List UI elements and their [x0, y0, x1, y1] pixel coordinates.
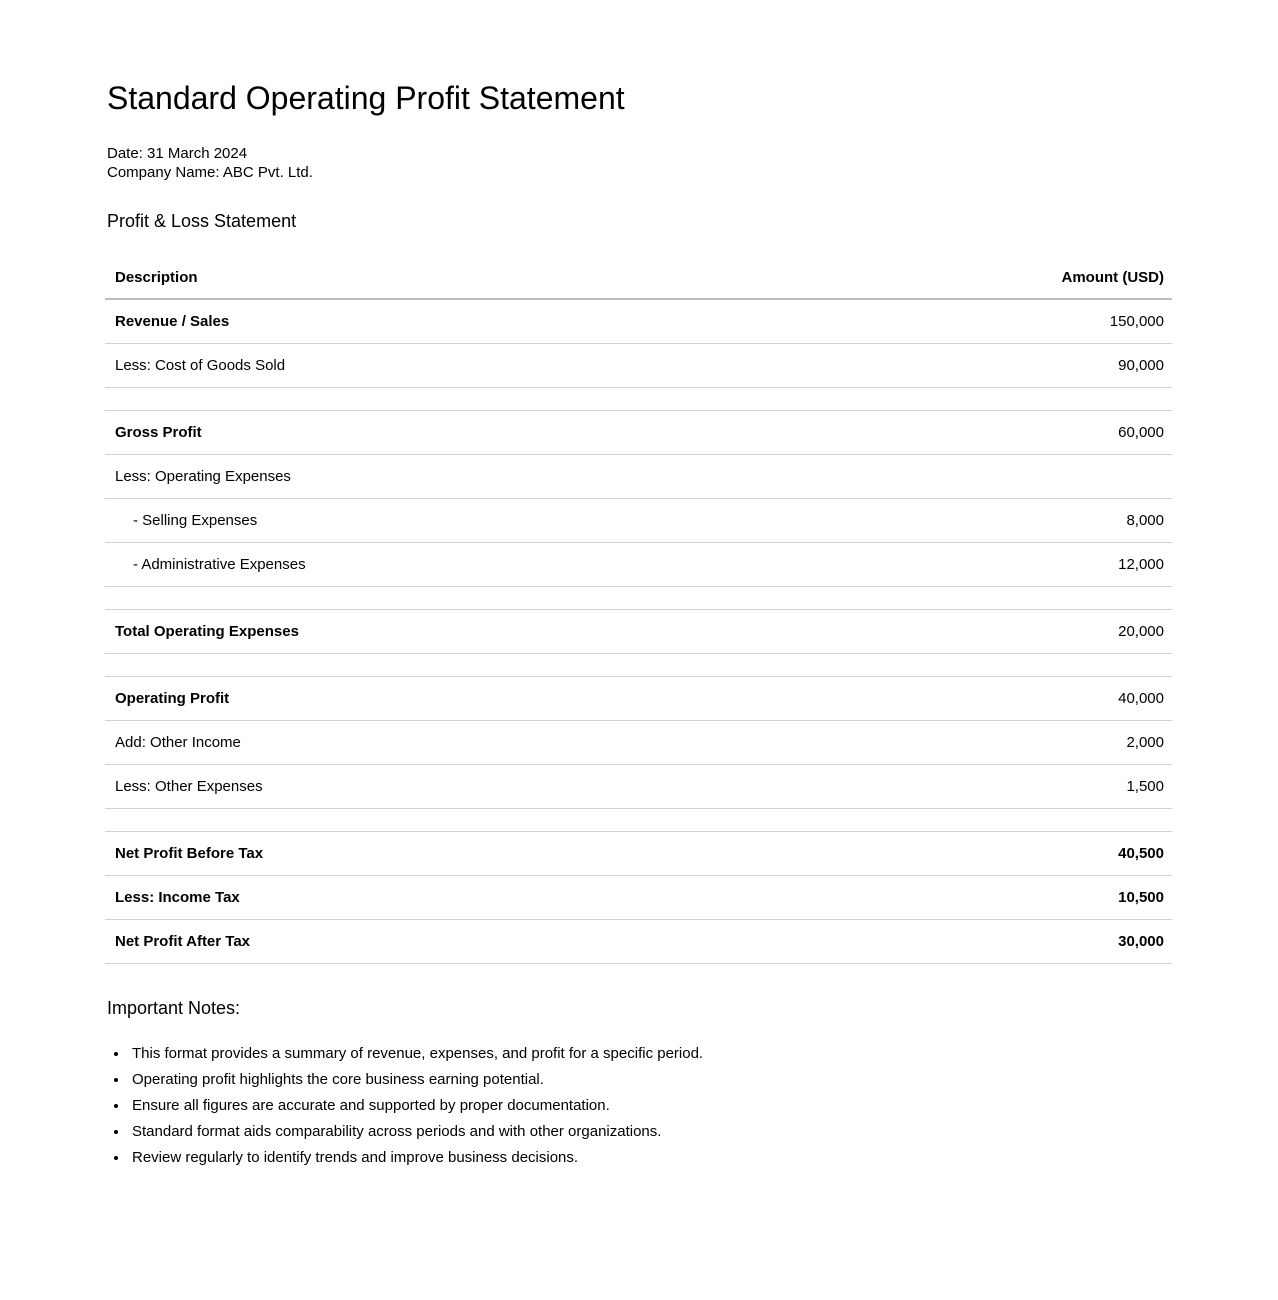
column-header-amount: Amount (USD) — [781, 257, 1172, 299]
row-amount: 1,500 — [781, 765, 1172, 809]
note-item: • Review regularly to identify trends and improve business decisions. — [129, 1145, 1172, 1171]
table-row — [105, 654, 1172, 677]
table-row — [105, 344, 1172, 388]
note-item: • Standard format aids comparability across periods and with other organizations. — [129, 1119, 1172, 1145]
row-description: Net Profit Before Tax — [105, 832, 781, 876]
table-row — [105, 543, 1172, 587]
note-item: • This format provides a summary of revenue, expenses, and profit for a specific period. — [129, 1041, 1172, 1067]
table-row — [105, 388, 1172, 411]
table-row — [105, 920, 1172, 964]
row-description: Total Operating Expenses — [105, 610, 781, 654]
table-row — [105, 765, 1172, 809]
row-description — [105, 587, 781, 610]
row-amount: 150,000 — [781, 299, 1172, 344]
row-description — [105, 654, 781, 677]
page-title: Standard Operating Profit Statement — [107, 80, 625, 116]
profit-loss-table — [105, 257, 1172, 964]
row-description: Less: Operating Expenses — [105, 455, 781, 499]
row-description: Less: Cost of Goods Sold — [105, 344, 781, 388]
document-meta — [107, 144, 1172, 182]
row-description: Less: Income Tax — [105, 876, 781, 920]
table-row — [105, 587, 1172, 610]
note-item: • Operating profit highlights the core business earning potential. — [129, 1067, 1172, 1093]
row-description: Add: Other Income — [105, 721, 781, 765]
row-amount: 40,000 — [781, 677, 1172, 721]
row-description: - Administrative Expenses — [105, 543, 781, 587]
row-amount: 90,000 — [781, 344, 1172, 388]
row-description: Net Profit After Tax — [105, 920, 781, 964]
table-row — [105, 721, 1172, 765]
row-description: Less: Other Expenses — [105, 765, 781, 809]
important-notes-heading: Important Notes: — [107, 998, 241, 1018]
table-row — [105, 677, 1172, 721]
row-amount — [781, 388, 1172, 411]
table-row — [105, 499, 1172, 543]
table-row — [105, 299, 1172, 344]
row-amount: 2,000 — [781, 721, 1172, 765]
row-amount: 12,000 — [781, 543, 1172, 587]
row-amount — [781, 587, 1172, 610]
row-amount: 60,000 — [781, 411, 1172, 455]
row-amount: 10,500 — [781, 876, 1172, 920]
note-item: • Ensure all figures are accurate and supported by proper documentation. — [129, 1093, 1172, 1119]
table-row — [105, 610, 1172, 654]
column-header-description: Description — [105, 257, 781, 299]
table-row — [105, 411, 1172, 455]
row-amount: 20,000 — [781, 610, 1172, 654]
row-description: - Selling Expenses — [105, 499, 781, 543]
row-amount: 30,000 — [781, 920, 1172, 964]
table-row — [105, 832, 1172, 876]
table-header — [105, 257, 1172, 299]
row-amount — [781, 455, 1172, 499]
row-amount — [781, 654, 1172, 677]
row-description: Gross Profit — [105, 411, 781, 455]
statement-rows — [105, 299, 1172, 964]
row-amount — [781, 809, 1172, 832]
row-description — [105, 388, 781, 411]
profit-loss-heading: Profit & Loss Statement — [107, 211, 297, 231]
company-line: Company Name: ABC Pvt. Ltd. — [107, 164, 313, 181]
row-amount: 40,500 — [781, 832, 1172, 876]
row-description: Operating Profit — [105, 677, 781, 721]
table-row — [105, 876, 1172, 920]
table-row — [105, 455, 1172, 499]
notes-list — [105, 1041, 1172, 1171]
row-amount: 8,000 — [781, 499, 1172, 543]
header-row — [105, 257, 1172, 299]
date-line: Date: 31 March 2024 — [107, 145, 248, 162]
row-description: Revenue / Sales — [105, 299, 781, 344]
row-description — [105, 809, 781, 832]
table-row — [105, 809, 1172, 832]
